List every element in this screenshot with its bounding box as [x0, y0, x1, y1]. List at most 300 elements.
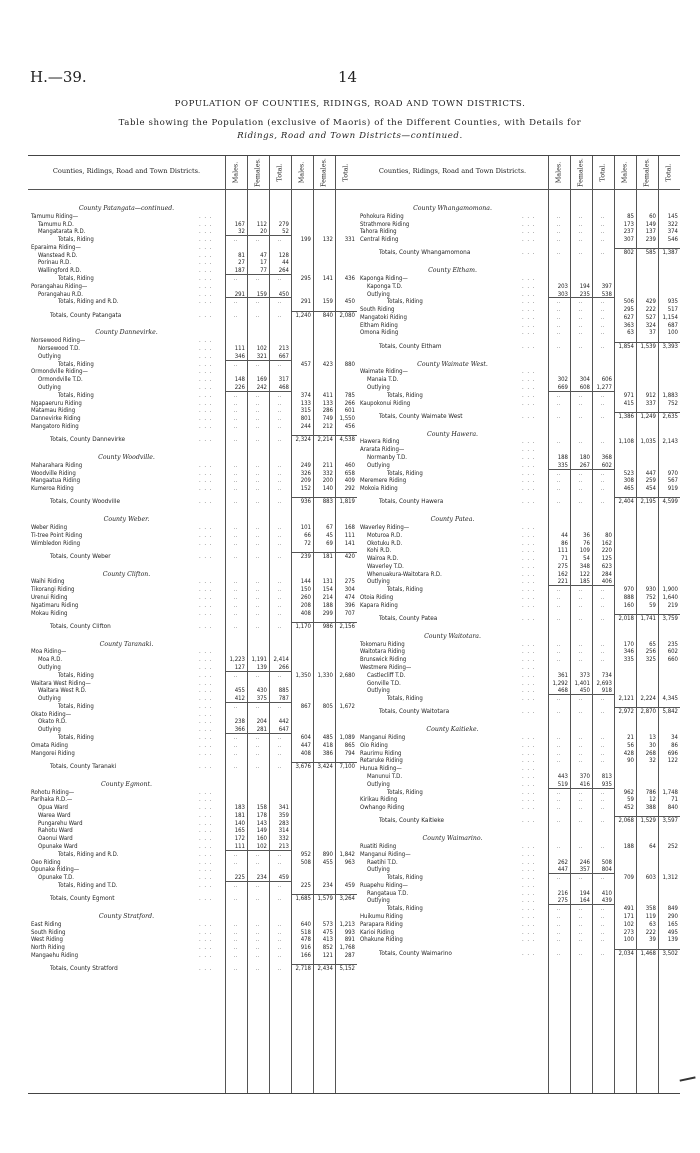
cell-value: .. — [255, 944, 260, 952]
cell-value: .. — [556, 615, 561, 622]
cell-value: 447 — [645, 469, 656, 477]
cell-value: 287 — [344, 951, 355, 959]
cell-value: 3,393 — [662, 342, 678, 350]
dot-leader: . . . — [522, 290, 536, 298]
cell-value: .. — [277, 422, 282, 430]
row-label: Hunua Riding— — [360, 765, 402, 773]
cell-value: 442 — [278, 718, 289, 726]
row-label: Owhango Riding — [360, 804, 405, 812]
cell-value: 912 — [645, 391, 656, 399]
row-label: Waitara West R.D. — [38, 687, 87, 695]
row-label: Ruatiti Riding — [360, 842, 397, 850]
cell-value: 209 — [300, 477, 311, 485]
cell-value: .. — [600, 391, 605, 399]
cell-value: 2,404 — [618, 498, 634, 506]
table-row — [357, 578, 680, 585]
cell-value: 335 — [623, 656, 634, 664]
cell-value: 242 — [256, 383, 267, 391]
cell-value: 348 — [579, 562, 590, 570]
cell-value: .. — [233, 928, 238, 936]
cell-value: 450 — [278, 290, 289, 298]
row-label: Oio Riding — [360, 741, 388, 749]
county-sum-rule — [291, 762, 357, 763]
cell-value: 406 — [601, 578, 612, 586]
table-row — [357, 921, 680, 928]
cell-value: .. — [277, 586, 282, 594]
cell-value: 993 — [344, 928, 355, 936]
cell-value: 2,224 — [640, 695, 656, 703]
sum-rule — [225, 850, 291, 851]
cell-value: 181 — [322, 552, 333, 560]
cell-value: .. — [556, 842, 561, 850]
cell-value: 1,240 — [295, 311, 311, 319]
cell-value: 508 — [300, 858, 311, 866]
sum-rule — [225, 702, 291, 703]
cell-value: 935 — [601, 780, 612, 788]
cell-value: 786 — [645, 788, 656, 796]
cell-value: 890 — [322, 850, 333, 858]
cell-value: 102 — [256, 345, 267, 353]
cell-value: 573 — [322, 920, 333, 928]
row-label: Tamumu R.D. — [38, 220, 74, 228]
cell-value: .. — [556, 342, 561, 350]
dot-leader: . . . — [522, 772, 536, 780]
cell-value: 222 — [645, 928, 656, 936]
row-label: Kaponga Riding— — [360, 275, 408, 283]
table-row — [28, 695, 357, 702]
cell-value: 234 — [322, 881, 333, 889]
cell-value: 172 — [234, 835, 245, 843]
cell-value: .. — [600, 749, 605, 757]
cell-value: .. — [600, 321, 605, 329]
cell-value: 211 — [322, 461, 333, 469]
county-heading: County Woodville. — [98, 453, 155, 461]
cell-value: 454 — [645, 485, 656, 493]
cell-value: 71 — [561, 555, 568, 563]
cell-value: 428 — [623, 749, 634, 757]
riding-total-row — [28, 734, 357, 741]
row-label: Moa Riding— — [31, 648, 67, 656]
row-label: Tahora Riding — [360, 228, 397, 236]
cell-value: .. — [578, 469, 583, 477]
cell-value: .. — [600, 412, 605, 420]
cell-value: 5,152 — [339, 965, 355, 973]
cell-value: 3,264 — [339, 895, 355, 903]
dot-leader: . . . — [199, 819, 213, 827]
cell-value: 443 — [557, 772, 568, 780]
dot-leader: . . . — [522, 469, 536, 477]
page-number: 14 — [338, 68, 358, 86]
cell-value: 7,100 — [339, 762, 355, 770]
cell-value: 168 — [344, 523, 355, 531]
row-label: Pungarehu Ward — [38, 819, 83, 827]
cell-value: 111 — [234, 842, 245, 850]
cell-value: .. — [556, 936, 561, 944]
cell-value: .. — [277, 928, 282, 936]
cell-value: 963 — [344, 858, 355, 866]
table-row — [357, 913, 680, 920]
cell-value: .. — [578, 212, 583, 220]
dot-leader: . . . — [522, 897, 536, 905]
dot-leader: . . . — [522, 329, 536, 337]
cell-value: .. — [578, 640, 583, 648]
dot-leader: . . . — [522, 391, 536, 399]
cell-value: 21 — [627, 734, 634, 742]
table-row — [28, 726, 357, 733]
left-table — [28, 155, 357, 1094]
dot-leader: . . . — [522, 461, 536, 469]
county-heading: County Waimate West. — [417, 360, 488, 368]
row-label: Moturoa R.D. — [367, 531, 403, 539]
cell-value: 538 — [601, 290, 612, 298]
row-label: Outlying — [38, 664, 61, 672]
cell-value: 1,401 — [574, 679, 590, 687]
row-label: Totals, County Patangata — [50, 311, 122, 319]
cell-value: 235 — [667, 640, 678, 648]
cell-value: .. — [255, 236, 260, 244]
dot-leader: . . . — [199, 539, 213, 547]
cell-value: 326 — [300, 469, 311, 477]
dot-leader: . . . — [522, 889, 536, 897]
dot-leader: . . . — [199, 383, 213, 391]
sum-rule — [548, 788, 614, 789]
table-row — [28, 594, 357, 601]
cell-value: .. — [277, 936, 282, 944]
dot-leader: . . . — [522, 453, 536, 461]
row-label: Normanby T.D. — [367, 453, 407, 461]
cell-value: 140 — [322, 485, 333, 493]
row-label: Totals, County Waimarino — [379, 949, 452, 957]
cell-value: 109 — [579, 547, 590, 555]
table-row — [28, 400, 357, 407]
cell-value: .. — [255, 601, 260, 609]
cell-value: .. — [600, 477, 605, 485]
cell-value: 386 — [322, 749, 333, 757]
cell-value: 709 — [623, 874, 634, 882]
cell-value: 891 — [344, 936, 355, 944]
cell-value: 2,693 — [596, 679, 612, 687]
cell-value: .. — [556, 391, 561, 399]
dot-leader: . . . — [199, 243, 213, 251]
cell-value: 36 — [583, 531, 590, 539]
row-label: Totals, Riding and T.D. — [58, 881, 118, 889]
county-total-row — [28, 895, 357, 902]
row-label: Gonville T.D. — [367, 679, 401, 687]
cell-value: .. — [277, 415, 282, 423]
cell-value: .. — [233, 531, 238, 539]
table-row — [28, 602, 357, 609]
cell-value: .. — [277, 734, 282, 742]
cell-value: .. — [277, 741, 282, 749]
cell-value: 239 — [300, 552, 311, 560]
cell-value: .. — [578, 936, 583, 944]
cell-value: .. — [277, 485, 282, 493]
table-row — [357, 680, 680, 687]
table-row — [357, 641, 680, 648]
row-label: Totals, Riding — [387, 788, 423, 796]
county-sum-rule — [291, 497, 357, 498]
cell-value: 805 — [322, 702, 333, 710]
dot-leader: . . . — [522, 531, 536, 539]
cell-value: .. — [255, 275, 260, 283]
cell-value: 546 — [667, 236, 678, 244]
row-label: Porangahau R.D. — [38, 290, 84, 298]
cell-value: 169 — [256, 376, 267, 384]
cell-value: 2,434 — [317, 965, 333, 973]
cell-value: .. — [600, 306, 605, 314]
cell-value: .. — [556, 594, 561, 601]
sum-rule — [548, 694, 614, 695]
cell-value: 194 — [579, 889, 590, 897]
county-sum-rule — [291, 622, 357, 623]
cell-value: 465 — [623, 485, 634, 493]
county-total-row — [357, 343, 680, 350]
dot-leader: . . . — [199, 874, 213, 882]
cell-value: .. — [578, 842, 583, 850]
cell-value: 264 — [278, 267, 289, 275]
cell-value: 602 — [667, 648, 678, 656]
cell-value: .. — [255, 762, 260, 770]
cell-value: 2,718 — [295, 965, 311, 973]
table-row — [357, 438, 680, 445]
cell-value: .. — [578, 586, 583, 594]
cell-value: 86 — [671, 741, 678, 749]
county-sum-rule — [614, 949, 680, 950]
cell-value: 295 — [300, 275, 311, 283]
dot-leader: . . . — [199, 594, 213, 601]
cell-value: .. — [233, 951, 238, 959]
cell-value: 321 — [256, 352, 267, 360]
dot-leader: . . . — [522, 905, 536, 913]
dot-leader: . . . — [199, 212, 213, 220]
dot-leader: . . . — [199, 407, 213, 415]
cell-value: 885 — [278, 687, 289, 695]
sum-rule — [225, 391, 291, 392]
table-row — [357, 687, 680, 694]
cell-value: 416 — [579, 780, 590, 788]
table-row — [28, 742, 357, 749]
county-heading: County Weber. — [103, 516, 150, 524]
row-label: Warea Ward — [38, 811, 71, 819]
cell-value: 66 — [304, 531, 311, 539]
table-row — [28, 827, 357, 834]
cell-value: .. — [600, 936, 605, 944]
cell-value: .. — [556, 788, 561, 796]
county-total-row — [28, 965, 357, 972]
row-label: Totals, County Eltham — [379, 342, 442, 350]
cell-value: 259 — [645, 477, 656, 485]
cell-value: 363 — [623, 321, 634, 329]
table-row — [28, 291, 357, 298]
cell-value: 375 — [256, 695, 267, 703]
row-label: Maharahara Riding — [31, 461, 83, 469]
cell-value: 67 — [326, 523, 333, 531]
dot-leader: . . . — [199, 415, 213, 423]
row-label: Totals, County Woodville — [50, 498, 120, 506]
cell-value: 291 — [300, 298, 311, 306]
cell-value: 1,249 — [640, 412, 656, 420]
dot-leader: . . . — [199, 376, 213, 384]
riding-total-row — [28, 236, 357, 243]
cell-value: 1,768 — [339, 944, 355, 952]
cell-value: 102 — [256, 842, 267, 850]
dot-leader: . . . — [199, 710, 213, 718]
cell-value: 30 — [649, 741, 656, 749]
cell-value: .. — [255, 415, 260, 423]
dot-leader: . . . — [199, 895, 213, 903]
table-row — [357, 322, 680, 329]
cell-value: 1,089 — [339, 734, 355, 742]
cell-value: 149 — [645, 220, 656, 228]
cell-value: .. — [277, 407, 282, 415]
cell-value: 341 — [278, 804, 289, 812]
cell-value: .. — [277, 531, 282, 539]
dot-leader: . . . — [199, 881, 213, 889]
dot-leader: . . . — [199, 228, 213, 236]
cell-value: 2,414 — [273, 656, 289, 664]
column-header-total: Total. — [664, 163, 673, 182]
cell-value: .. — [233, 741, 238, 749]
table-row — [357, 291, 680, 298]
cell-value: 69 — [326, 539, 333, 547]
dot-leader: . . . — [522, 485, 536, 493]
cell-value: .. — [600, 804, 605, 812]
cell-value: 418 — [322, 741, 333, 749]
table-row — [28, 656, 357, 663]
cell-value: .. — [233, 461, 238, 469]
table-row — [28, 796, 357, 803]
cell-value: 20 — [260, 228, 267, 236]
cell-value: .. — [578, 874, 583, 882]
table-row — [28, 259, 357, 266]
cell-value: .. — [556, 928, 561, 936]
riding-total-row — [357, 874, 680, 881]
cell-value: 919 — [667, 485, 678, 493]
cell-value: .. — [233, 609, 238, 617]
dot-leader: . . . — [522, 679, 536, 687]
cell-value: .. — [277, 951, 282, 959]
cell-value: 234 — [256, 874, 267, 882]
cell-value: .. — [233, 552, 238, 560]
dot-leader: . . . — [199, 259, 213, 267]
cell-value: 125 — [601, 555, 612, 563]
table-row — [357, 563, 680, 570]
dot-leader: . . . — [199, 236, 213, 244]
cell-value: .. — [600, 920, 605, 928]
column-header-males: Males. — [297, 161, 306, 184]
cell-value: .. — [578, 788, 583, 796]
dot-leader: . . . — [199, 622, 213, 630]
cell-value: .. — [578, 594, 583, 601]
row-label: Wanstead R.D. — [38, 251, 78, 259]
cell-value: .. — [255, 485, 260, 493]
cell-value: .. — [600, 640, 605, 648]
cell-value: 687 — [667, 321, 678, 329]
dot-leader: . . . — [522, 850, 536, 858]
row-label: Parapara Riding — [360, 920, 403, 928]
dot-leader: . . . — [522, 749, 536, 757]
cell-value: 478 — [300, 936, 311, 944]
cell-value: .. — [255, 741, 260, 749]
dot-leader: . . . — [522, 780, 536, 788]
table-row — [28, 532, 357, 539]
table-row — [28, 462, 357, 469]
dot-leader: . . . — [522, 282, 536, 290]
cell-value: .. — [233, 485, 238, 493]
row-label: Oaonui Ward — [38, 835, 73, 843]
cell-value: 315 — [300, 407, 311, 415]
cell-value: 475 — [322, 928, 333, 936]
cell-value: 2,080 — [339, 311, 355, 319]
riding-total-row — [28, 361, 357, 368]
cell-value: 304 — [344, 586, 355, 594]
cell-value: 413 — [322, 936, 333, 944]
table-row — [357, 275, 680, 282]
row-label: Totals, County Patea — [379, 615, 438, 622]
cell-value: .. — [556, 313, 561, 321]
cell-value: 178 — [256, 811, 267, 819]
table-row — [357, 594, 680, 601]
row-label: South Riding — [360, 306, 395, 314]
cell-value: 220 — [601, 547, 612, 555]
cell-value: 185 — [579, 578, 590, 586]
row-label: Brunswick Riding — [360, 656, 407, 664]
row-label: Mangatarata R.D. — [38, 228, 86, 236]
table-row — [28, 586, 357, 593]
dot-leader: . . . — [522, 695, 536, 703]
county-total-row — [357, 708, 680, 715]
cell-value: 111 — [557, 547, 568, 555]
row-label: Central Riding — [360, 236, 399, 244]
cell-value: .. — [233, 539, 238, 547]
column-header-females: Females. — [253, 158, 262, 187]
cell-value: .. — [255, 734, 260, 742]
county-sum-rule — [614, 707, 680, 708]
dot-leader: . . . — [199, 936, 213, 944]
row-label: Karioi Riding — [360, 928, 395, 936]
cell-value: .. — [277, 523, 282, 531]
cell-value: 2,034 — [618, 949, 634, 957]
row-label: West Riding — [31, 936, 63, 944]
table-row — [28, 228, 357, 235]
cell-value: 139 — [256, 664, 267, 672]
cell-value: 840 — [667, 804, 678, 812]
cell-value: 152 — [300, 485, 311, 493]
cell-value: .. — [556, 648, 561, 656]
table-row — [28, 874, 357, 881]
county-sum-rule — [291, 964, 357, 965]
cell-value: .. — [233, 298, 238, 306]
cell-value: 133 — [300, 399, 311, 407]
cell-value: .. — [578, 236, 583, 244]
cell-value: 357 — [579, 866, 590, 874]
dot-leader: . . . — [522, 342, 536, 350]
row-label: Pohokura Riding — [360, 212, 404, 220]
dot-leader: . . . — [522, 313, 536, 321]
dot-leader: . . . — [522, 648, 536, 656]
county-sum-rule — [614, 816, 680, 817]
cell-value: .. — [277, 578, 282, 586]
cell-value: 72 — [304, 539, 311, 547]
row-label: Meremere Riding — [360, 477, 407, 485]
dot-leader: . . . — [522, 539, 536, 547]
table-row — [357, 532, 680, 539]
cell-value: .. — [255, 951, 260, 959]
cell-value: 54 — [583, 555, 590, 563]
table-row — [28, 952, 357, 959]
cell-value: .. — [578, 477, 583, 485]
table-row — [28, 843, 357, 850]
